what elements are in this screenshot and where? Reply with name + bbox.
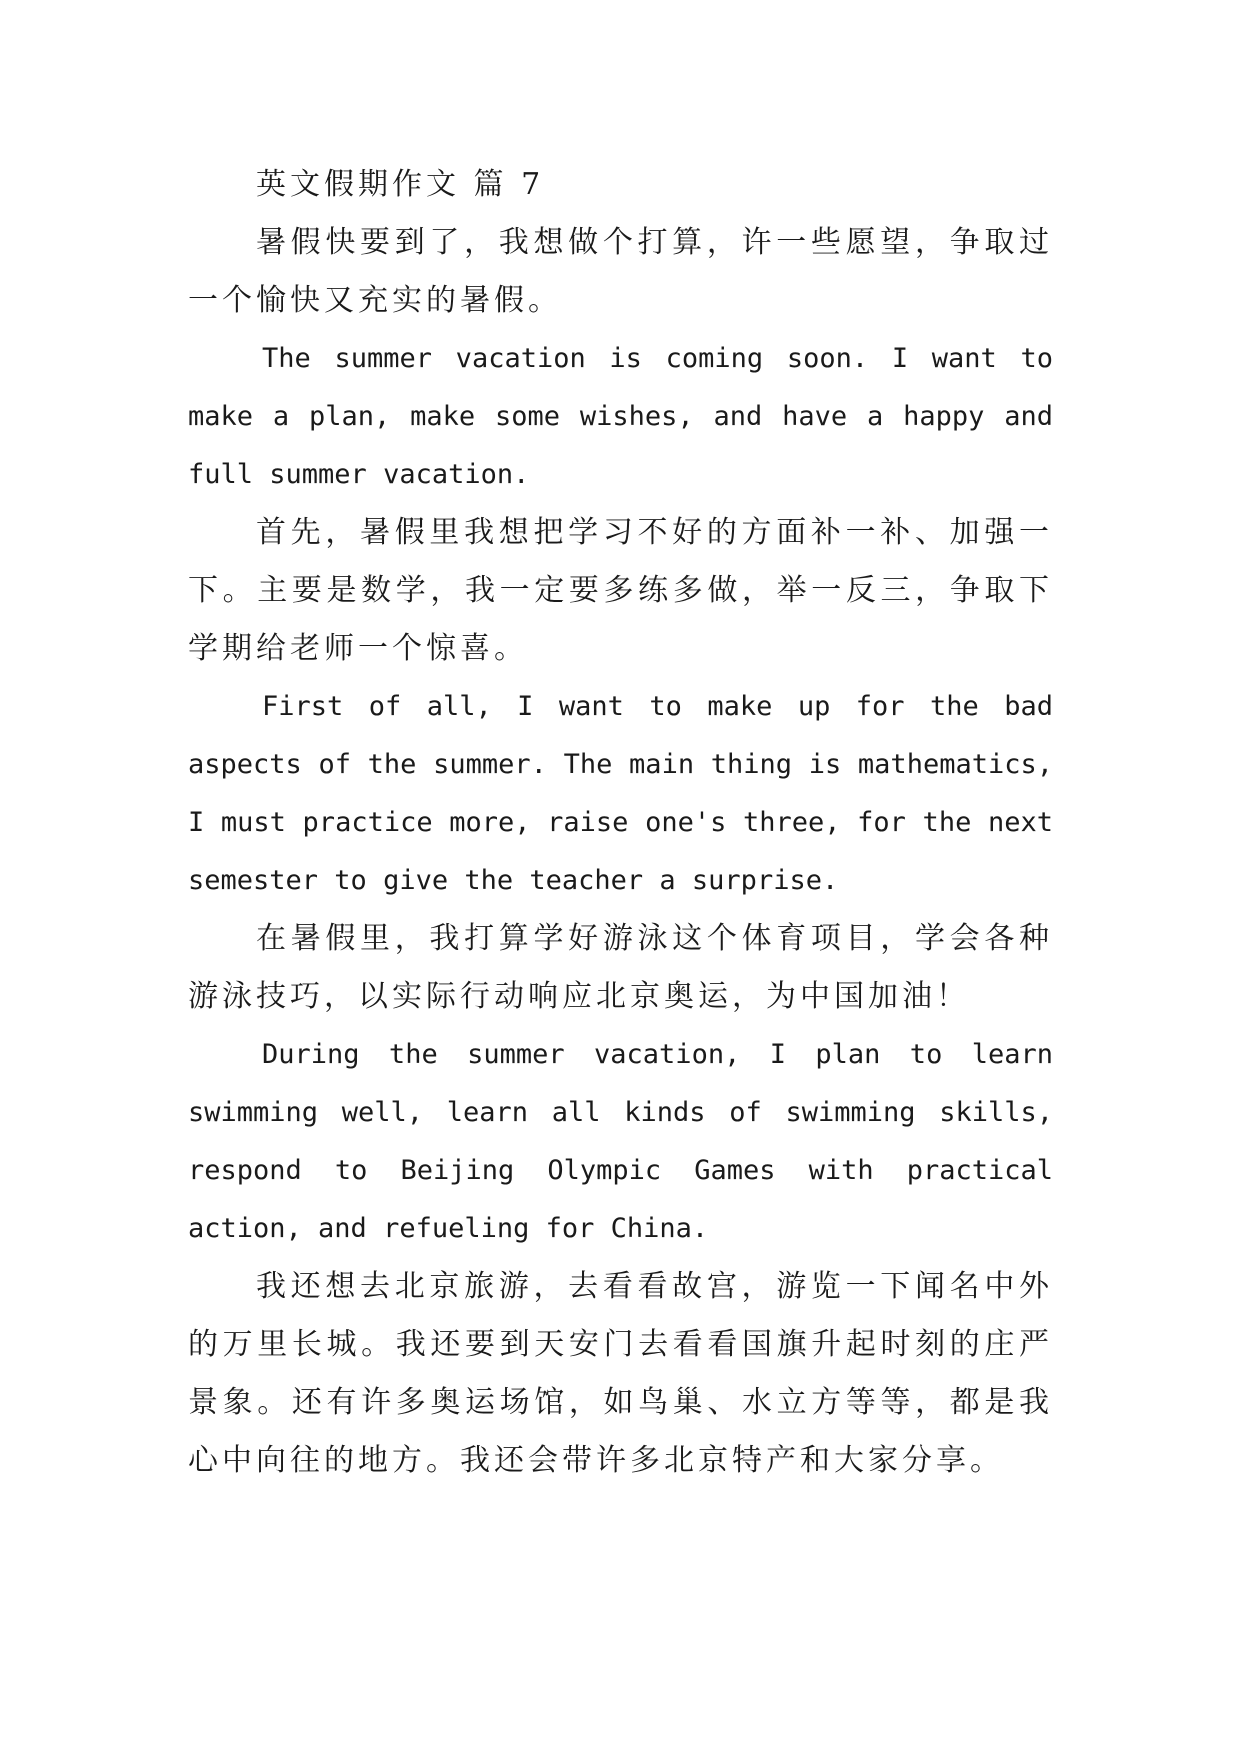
essay-body <box>188 156 1053 1490</box>
paragraph-cn-intro: 暑假快要到了，我想做个打算，许一些愿望，争取过一个愉快又充实的暑假。 <box>188 225 1053 318</box>
paragraph-cn-beijing: 我还想去北京旅游，去看看故宫，游览一下闻名中外的万里长城。我还要到天安门去看看国旗升起时刻的庄严景象。还有许多奥运场馆，如鸟巢、水立方等等，都是我心中向往的地方。我还会带许多北京特产和大家分享。 <box>188 1269 1053 1478</box>
paragraph-en-swimming: During the summer vacation, I plan to learn swimming well, learn all kinds of swimming skills, respond to Beijing Olympic Games with practical action, and refueling for China. <box>188 1039 1053 1244</box>
paragraph-en-intro: The summer vacation is coming soon. I want to make a plan, make some wishes, and have a happy and full summer vacation. <box>188 343 1053 490</box>
paragraph-en-study: First of all, I want to make up for the bad aspects of the summer. The main thing is mathematics, I must practice more, raise one's three, for the next semester to give the teacher a surprise. <box>188 691 1053 896</box>
paragraph-cn-study: 首先，暑假里我想把学习不好的方面补一补、加强一下。主要是数学，我一定要多练多做，举一反三，争取下学期给老师一个惊喜。 <box>188 515 1053 666</box>
paragraph-cn-swimming: 在暑假里，我打算学好游泳这个体育项目，学会各种游泳技巧，以实际行动响应北京奥运，为中国加油！ <box>188 921 1053 1014</box>
essay-title: 英文假期作文 篇 7 <box>256 167 545 202</box>
